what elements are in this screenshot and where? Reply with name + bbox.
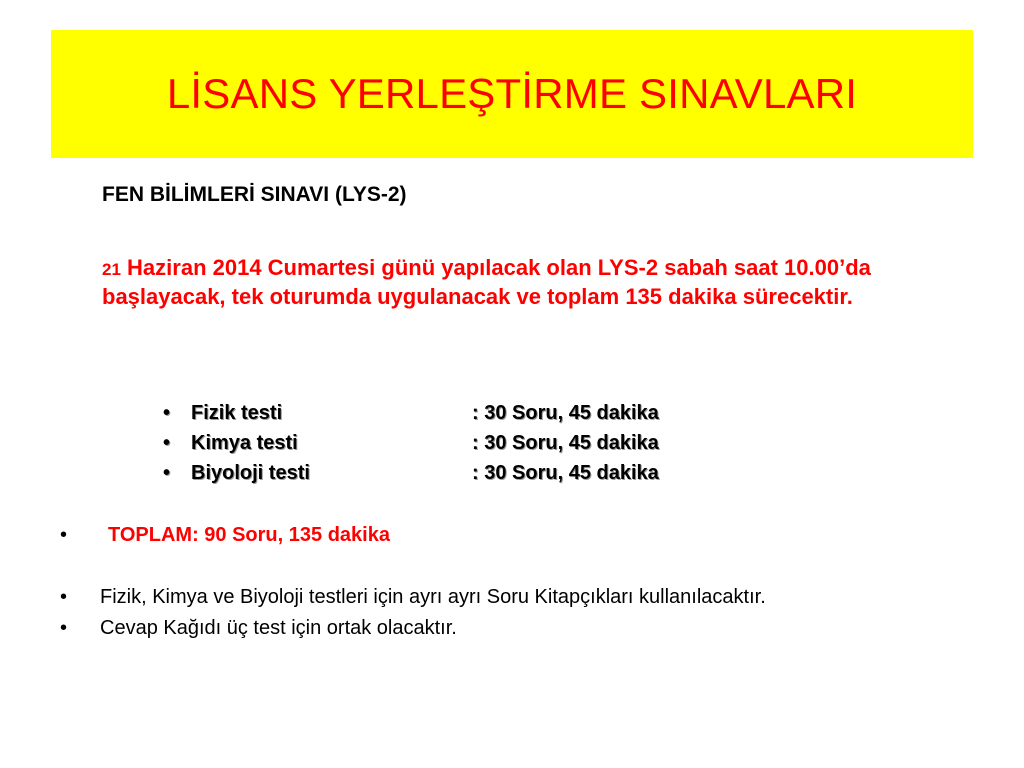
test-name: Biyoloji testi [191, 462, 310, 484]
exam-subtitle: FEN BİLİMLERİ SINAVI (LYS-2) [102, 183, 407, 206]
test-value: : 30 Soru, 45 dakika [472, 432, 659, 454]
bullet: • [60, 524, 68, 546]
slide-title: LİSANS YERLEŞTİRME SINAVLARI [166, 70, 858, 117]
title-banner [51, 30, 973, 158]
bullet: • [60, 586, 68, 608]
test-value: : 30 Soru, 45 dakika [472, 462, 659, 484]
exam-day: 21 [102, 260, 121, 279]
exam-intro-paragraph [102, 254, 982, 310]
test-value: : 30 Soru, 45 dakika [472, 402, 659, 424]
bullet: • [163, 432, 171, 454]
note-text: Fizik, Kimya ve Biyoloji testleri için ayrı ayrı Soru Kitapçıkları kullanılacaktır. [100, 586, 766, 608]
bullet: • [163, 462, 171, 484]
test-name: Kimya testi [191, 432, 298, 454]
note-text: Cevap Kağıdı üç test için ortak olacaktır. [100, 617, 457, 639]
total-text: TOPLAM: 90 Soru, 135 dakika [108, 524, 390, 546]
bullet: • [60, 617, 68, 639]
bullet: • [163, 402, 171, 424]
test-name: Fizik testi [191, 402, 283, 424]
exam-intro-text: Haziran 2014 Cumartesi günü yapılacak olan LYS-2 sabah saat 10.00’da başlayacak, tek oturumda uygulanacak ve toplam 135 dakika sürecektir. [102, 255, 871, 309]
